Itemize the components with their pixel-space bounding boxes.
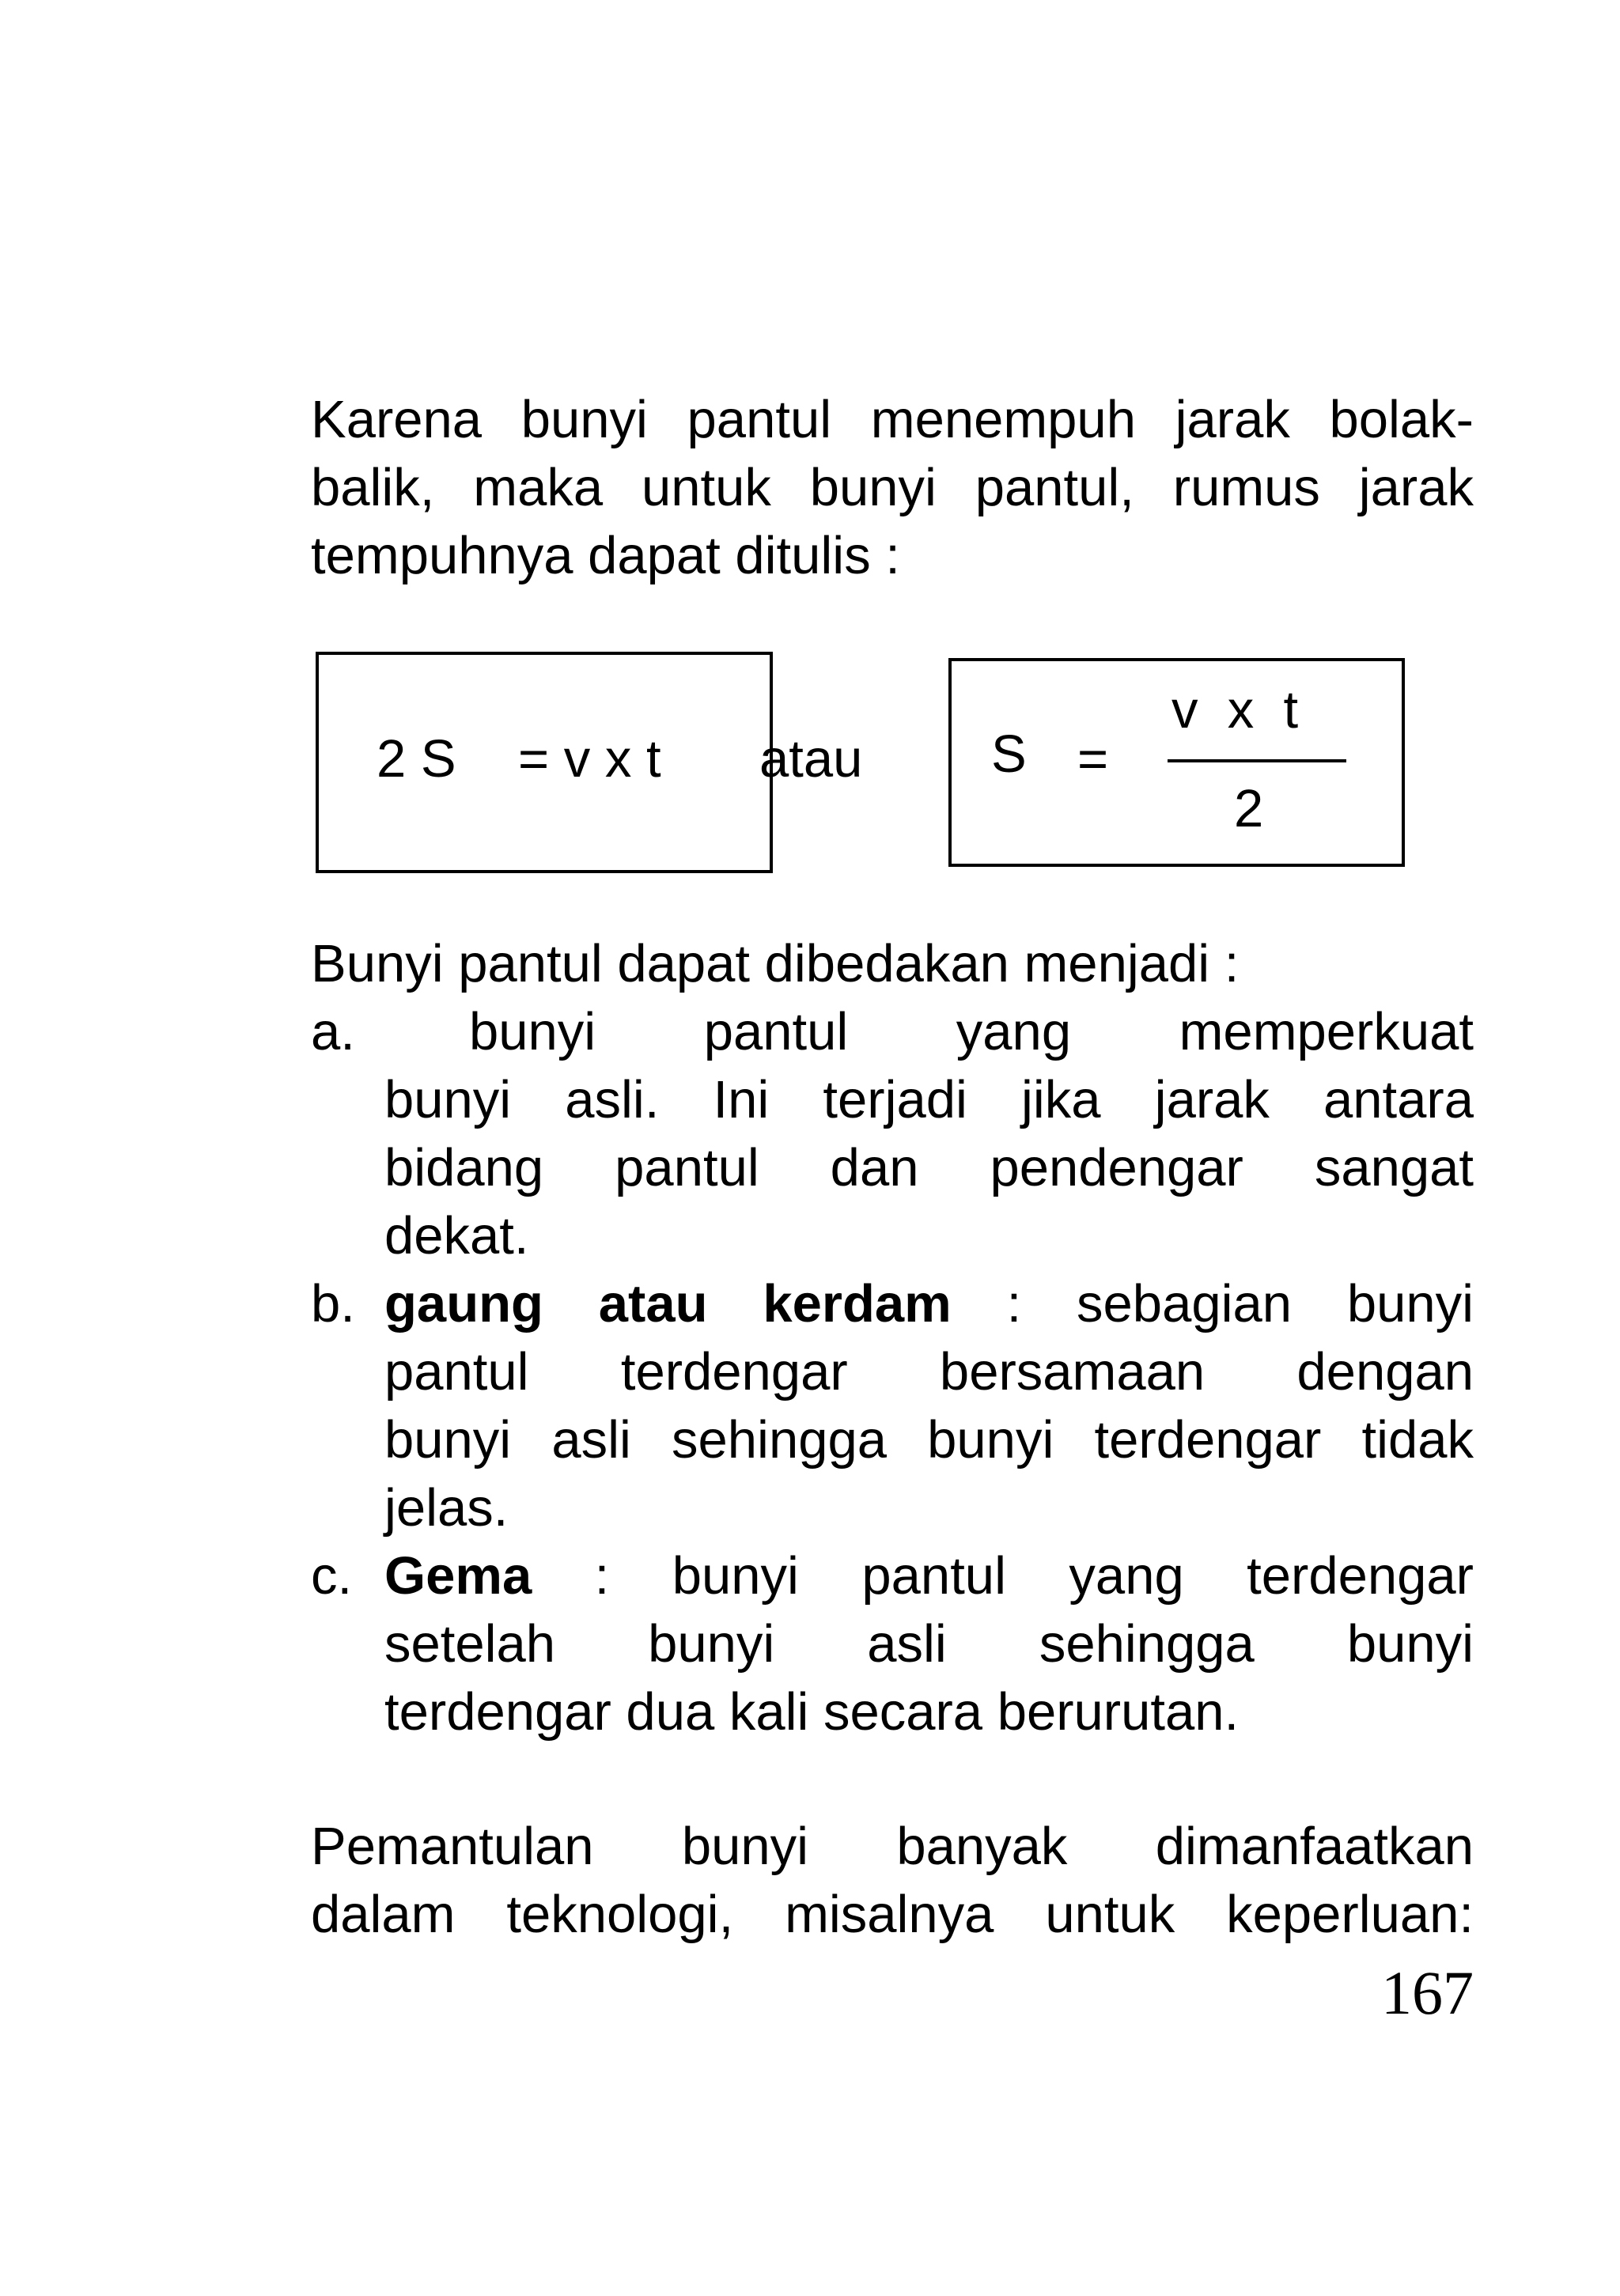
list-marker: b. xyxy=(311,1274,355,1333)
formula-denominator: 2 xyxy=(1234,779,1264,838)
list-item xyxy=(311,998,1474,1270)
intro-paragraph xyxy=(311,386,1474,590)
formula-connector: atau xyxy=(759,729,863,789)
fraction-bar xyxy=(1168,759,1346,762)
item-body: Gema : bunyi pantul yang terdengar setelah bunyi asli sehingga bunyi terdengar dua kali secara berurutan. xyxy=(384,1542,1474,1746)
term-bold: Gema xyxy=(384,1546,532,1606)
list-marker: c. xyxy=(311,1546,353,1606)
item-body: gaung atau kerdam : sebagian bunyi pantul terdengar bersamaan dengan bunyi asli sehingga bunyi terdengar tidak jelas. xyxy=(384,1270,1474,1542)
formula-left-rhs: = v x t xyxy=(518,729,661,789)
closing-paragraph: Pemantulan bunyi banyak dimanfaatkan dalam teknologi, misalnya untuk keperluan: xyxy=(311,1817,1474,1944)
formula-right-equals: = xyxy=(1077,729,1109,789)
intro-line: tempuhnya dapat ditulis : xyxy=(311,526,900,585)
item-first-line: bunyi pantul yang memperkuat xyxy=(469,1002,1474,1061)
item-body: bunyi asli. Ini terjadi jika jarak antara bidang pantul dan pendengar sangat dekat. xyxy=(384,1070,1474,1265)
formula-right-lhs: S xyxy=(991,724,1027,784)
formula-left-lhs: 2 S xyxy=(377,729,456,789)
list-item xyxy=(311,1542,1474,1746)
intro-line: Karena bunyi pantul menempuh jarak bolak- xyxy=(311,390,1474,449)
intro-line: balik, maka untuk bunyi pantul, rumus jarak xyxy=(311,458,1474,517)
item-first-line: Gema : bunyi pantul yang terdengar xyxy=(384,1546,1474,1606)
term-bold: gaung atau kerdam xyxy=(384,1274,952,1333)
page-number: 167 xyxy=(1381,1958,1474,2027)
item-first-line: gaung atau kerdam : sebagian bunyi xyxy=(384,1274,1474,1333)
list-heading: Bunyi pantul dapat dibedakan menjadi : xyxy=(311,934,1240,993)
list-marker: a. xyxy=(311,1002,355,1061)
list-item xyxy=(311,1270,1474,1542)
formula-numerator: v x t xyxy=(1171,680,1299,739)
